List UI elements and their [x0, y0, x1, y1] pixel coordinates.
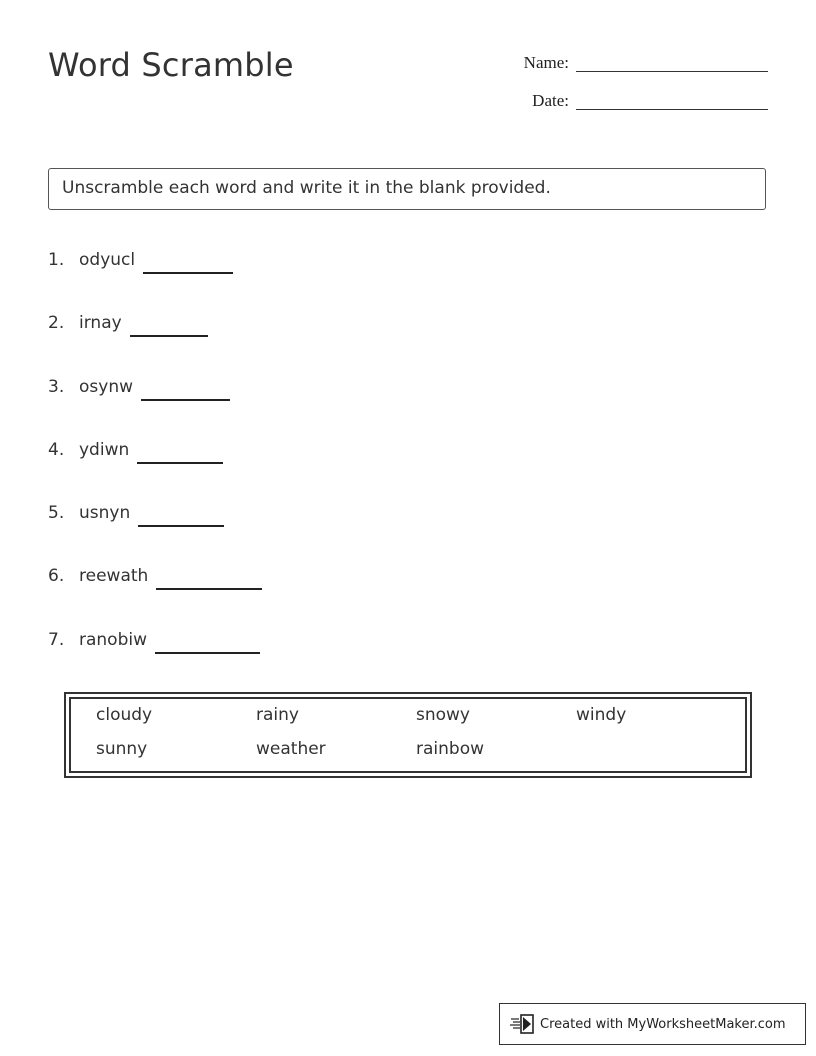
question-number: 4. — [48, 439, 65, 460]
question-item — [48, 440, 262, 503]
question-number: 6. — [48, 566, 65, 587]
footer-text: Created with MyWorksheetMaker.com — [540, 1016, 786, 1032]
scrambled-word: irnay — [79, 313, 122, 334]
question-number: 5. — [48, 503, 65, 524]
word-bank-item: cloudy — [96, 705, 153, 725]
answer-blank[interactable] — [141, 377, 230, 401]
answer-blank[interactable] — [156, 566, 262, 590]
answer-blank[interactable] — [138, 503, 224, 527]
question-item — [48, 566, 262, 629]
footer-badge[interactable] — [499, 1003, 806, 1045]
word-bank-item: sunny — [96, 739, 148, 759]
word-bank-item: windy — [576, 705, 627, 725]
worksheet-maker-logo-icon — [510, 1013, 536, 1035]
word-bank-item: rainbow — [416, 739, 484, 759]
word-bank-item: weather — [256, 739, 326, 759]
question-list — [48, 250, 262, 693]
name-line[interactable] — [576, 55, 768, 72]
question-number: 2. — [48, 313, 65, 334]
answer-blank[interactable] — [137, 440, 223, 464]
word-bank-item: rainy — [256, 705, 299, 725]
scrambled-word: osynw — [79, 376, 133, 397]
name-field — [524, 54, 768, 72]
answer-blank[interactable] — [130, 313, 208, 337]
date-field — [532, 92, 768, 110]
question-item — [48, 250, 262, 313]
scrambled-word: usnyn — [79, 503, 131, 524]
question-number: 7. — [48, 629, 65, 650]
question-item — [48, 377, 262, 440]
question-item — [48, 630, 262, 693]
scrambled-word: odyucl — [79, 250, 136, 270]
answer-blank[interactable] — [143, 250, 233, 274]
question-number: 3. — [48, 376, 65, 397]
scrambled-word: reewath — [79, 566, 149, 587]
question-number: 1. — [48, 250, 65, 270]
question-item — [48, 503, 262, 566]
scrambled-word: ydiwn — [79, 439, 130, 460]
answer-blank[interactable] — [155, 630, 260, 654]
date-line[interactable] — [576, 93, 768, 110]
scrambled-word: ranobiw — [79, 629, 147, 650]
instructions-box: Unscramble each word and write it in the blank provided. — [48, 168, 766, 210]
name-label: Name: — [523, 53, 569, 72]
word-bank-item: snowy — [416, 705, 470, 725]
word-bank-grid — [69, 697, 747, 773]
page-title: Word Scramble — [48, 46, 294, 84]
question-item — [48, 313, 262, 376]
date-label: Date: — [532, 91, 569, 110]
word-bank — [64, 692, 752, 778]
